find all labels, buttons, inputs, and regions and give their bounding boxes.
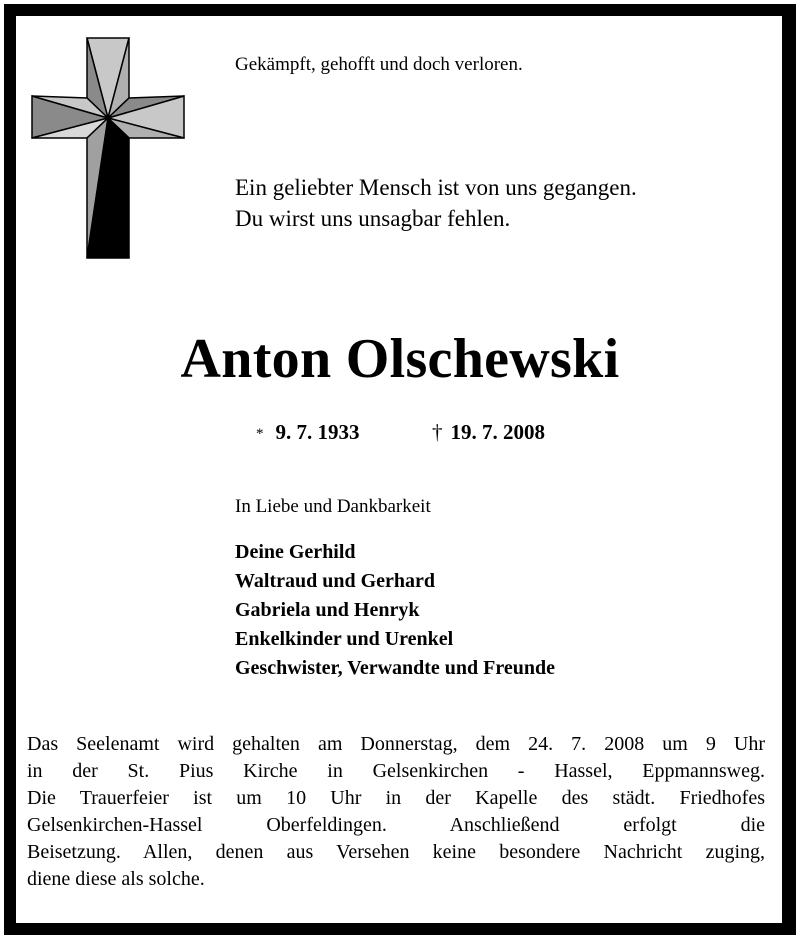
mourners-list (235, 538, 555, 683)
deceased-name: Anton Olschewski (180, 328, 620, 390)
mourner-entry: Geschwister, Verwandte und Freunde (235, 657, 556, 679)
notice-line: Das Seelenamt wird gehalten am Donnerstag, dem 24. 7. 2008 um 9 Uhr (27, 733, 765, 755)
birth-star-icon: * (256, 426, 264, 442)
notice-line: Gelsenkirchen-Hassel Oberfeldingen. Anschließend erfolgt die (27, 814, 765, 836)
mourner-entry: Gabriela und Henryk (235, 599, 420, 621)
notice-line: Die Trauerfeier ist um 10 Uhr in der Kapelle des städt. Friedhofes (27, 787, 765, 809)
notice-line: diene diese als solche. (27, 868, 205, 890)
verse-line: Ein geliebter Mensch ist von uns gegangen. (235, 175, 637, 200)
verse (235, 172, 637, 234)
cross-icon (30, 36, 186, 260)
birth-date: 9. 7. 1933 (275, 420, 360, 444)
death-dagger-icon: † (432, 420, 443, 444)
motto: Gekämpft, gehofft und doch verloren. (235, 54, 523, 75)
funeral-notice (27, 731, 765, 893)
death-date-group (432, 418, 545, 446)
birth-date-group (256, 418, 360, 449)
mourners-intro: In Liebe und Dankbarkeit (235, 496, 431, 517)
verse-line: Du wirst uns unsagbar fehlen. (235, 206, 511, 231)
notice-line: in der St. Pius Kirche in Gelsenkirchen - Hassel, Eppmannsweg. (27, 760, 765, 782)
mourner-entry: Enkelkinder und Urenkel (235, 628, 454, 650)
death-date: 19. 7. 2008 (450, 420, 545, 444)
mourner-entry: Waltraud und Gerhard (235, 570, 436, 592)
notice-line: Beisetzung. Allen, denen aus Versehen keine besondere Nachricht zuging, (27, 841, 765, 863)
mourner-entry: Deine Gerhild (235, 541, 356, 563)
